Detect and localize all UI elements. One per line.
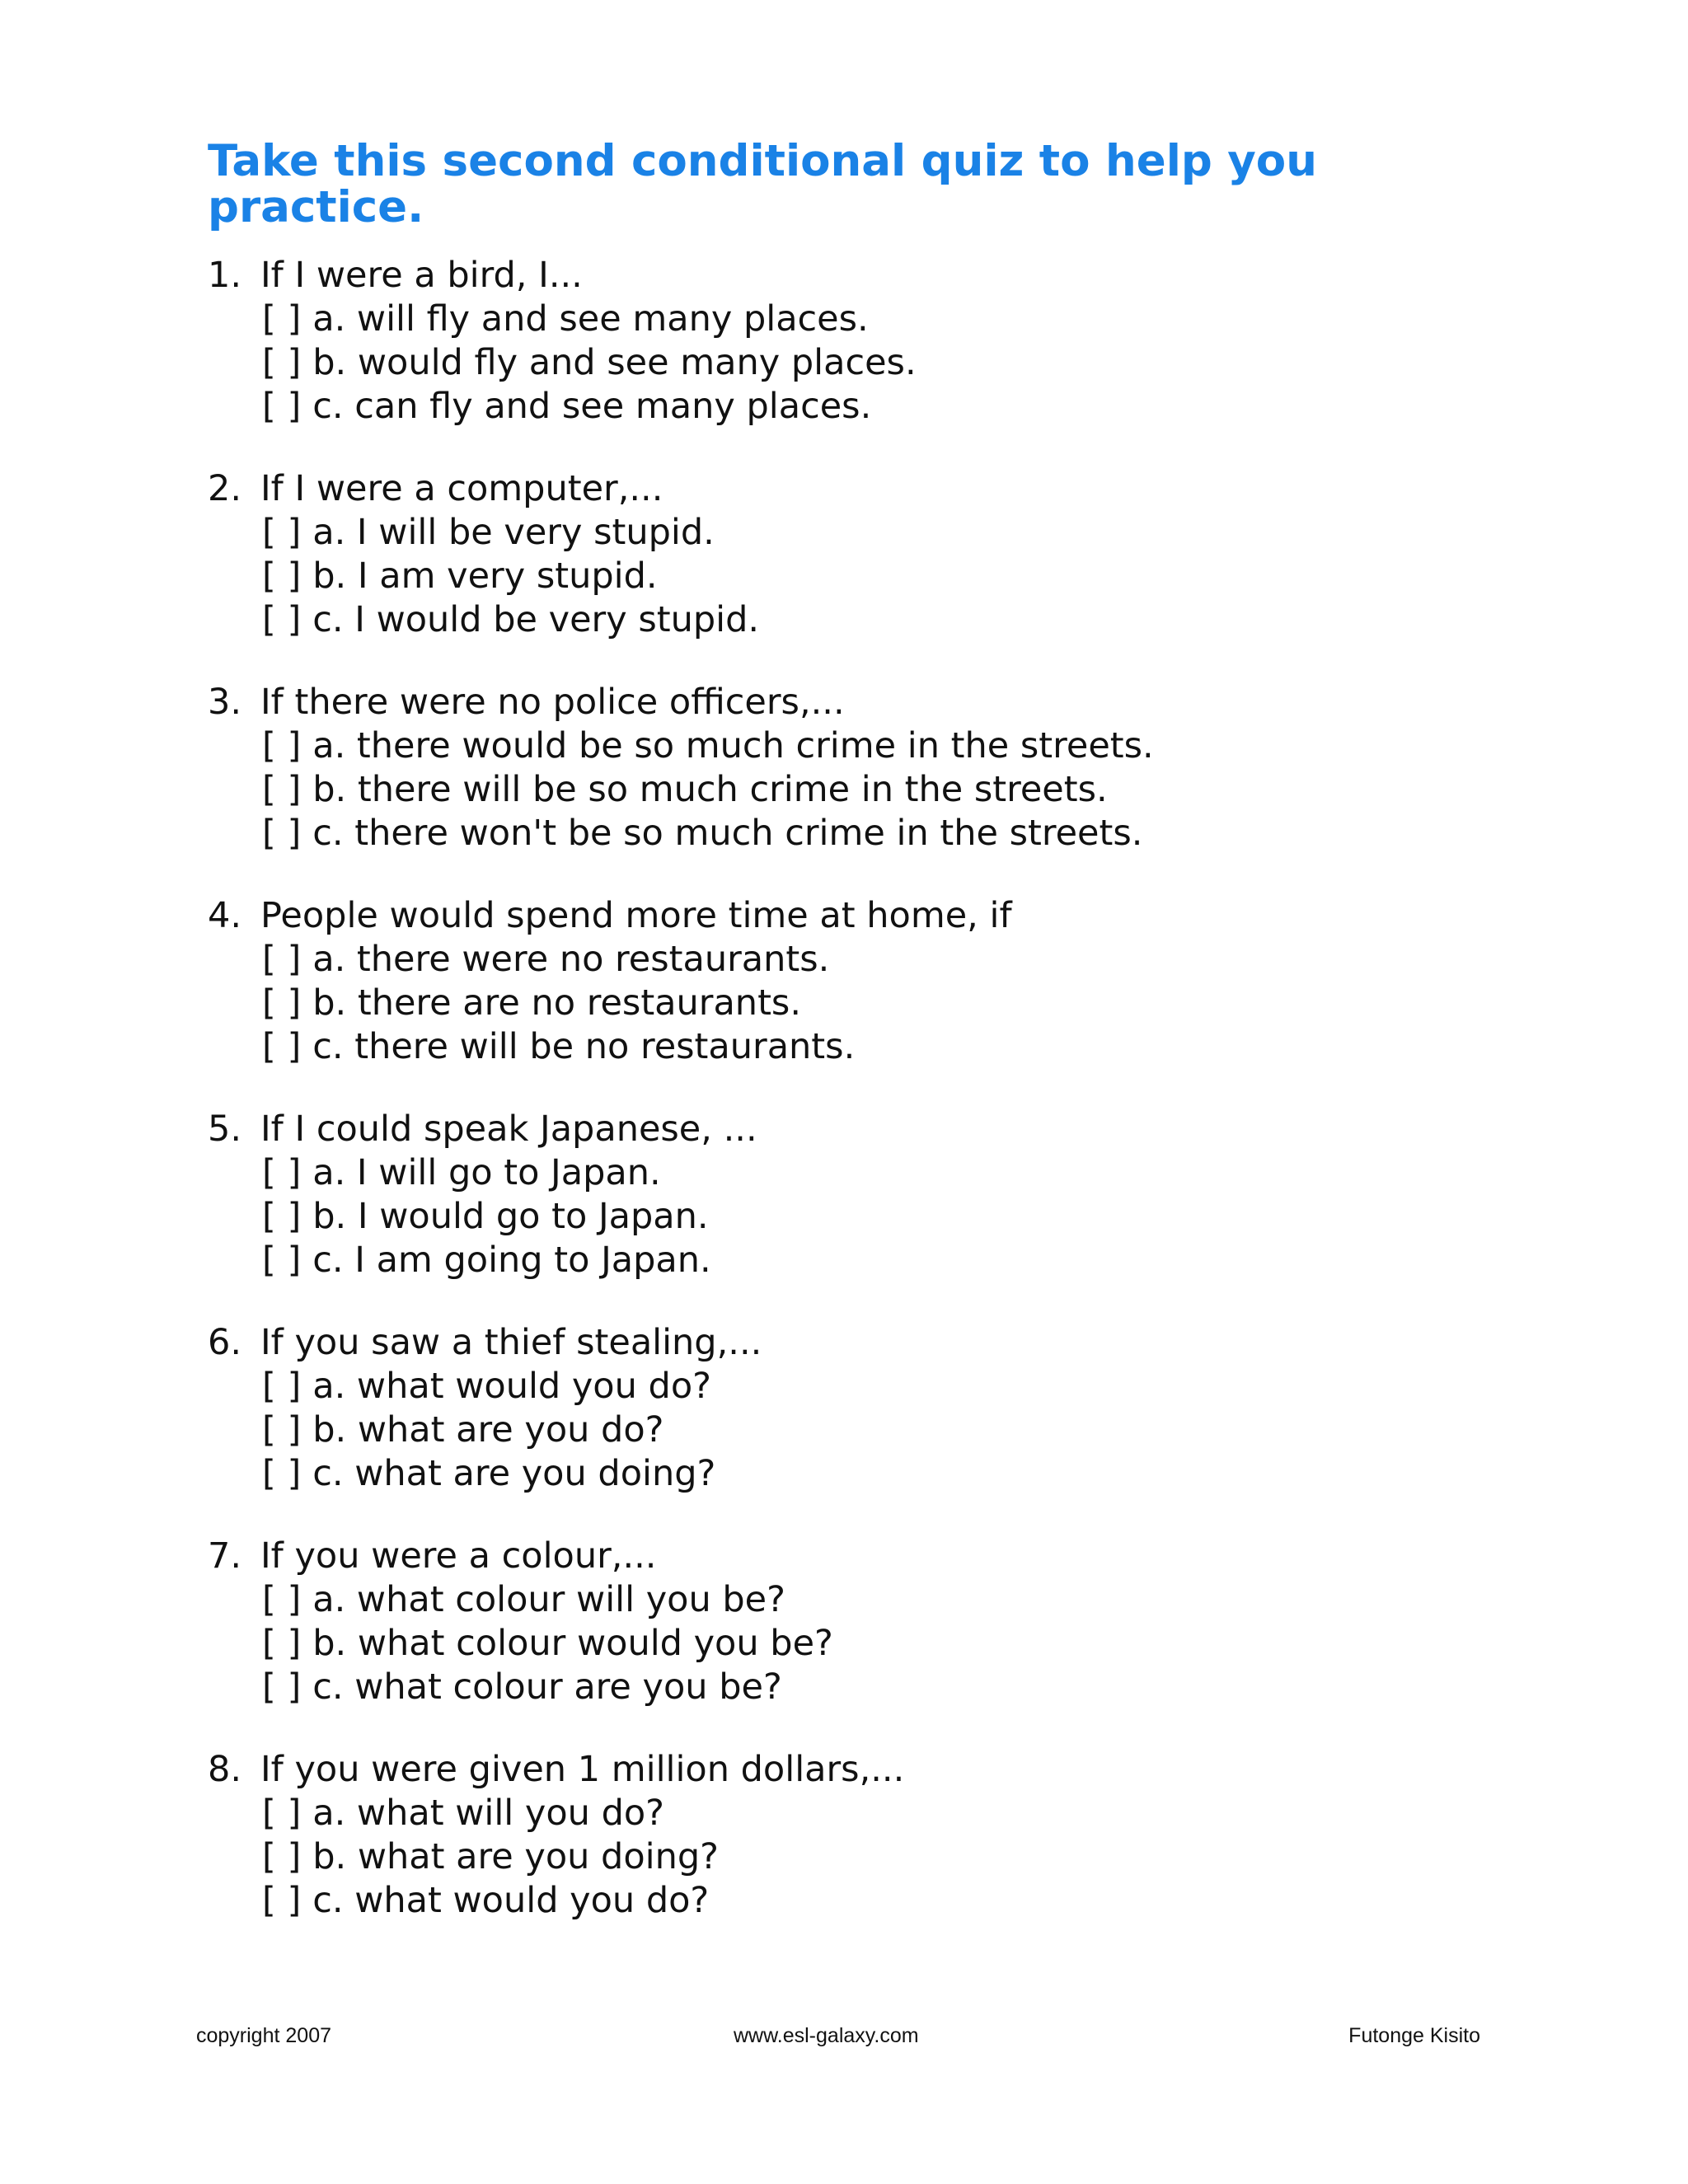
option-text: a. what would you do? [312,1366,711,1407]
option-7b[interactable] [262,1622,1526,1666]
option-text: a. what colour will you be? [312,1579,785,1620]
checkbox[interactable]: [ ] [262,982,302,1024]
option-text: a. I will be very stupid. [312,512,715,553]
question-stem: If I could speak Japanese, ... [260,1108,757,1150]
question-stem: If I were a computer,... [260,468,663,509]
option-text: c. what colour are you be? [312,1666,782,1708]
checkbox[interactable]: [ ] [262,1196,302,1237]
checkbox[interactable]: [ ] [262,1152,302,1193]
option-4b[interactable] [262,982,1526,1025]
option-text: c. I would be very stupid. [312,599,760,640]
option-text: b. what are you do? [312,1409,664,1451]
option-text: b. there will be so much crime in the streets. [312,769,1108,810]
option-7a[interactable] [262,1578,1526,1622]
option-5a[interactable] [262,1151,1526,1195]
option-7c[interactable] [262,1666,1526,1709]
question-number: 4. [208,895,242,936]
option-text: b. there are no restaurants. [312,982,801,1024]
option-text: b. I would go to Japan. [312,1196,709,1237]
checkbox[interactable]: [ ] [262,725,302,766]
checkbox[interactable]: [ ] [262,1793,302,1834]
option-2c[interactable] [262,598,1526,642]
checkbox[interactable]: [ ] [262,555,302,597]
option-2b[interactable] [262,555,1526,598]
checkbox[interactable]: [ ] [262,1880,302,1921]
option-text: c. what are you doing? [312,1453,716,1494]
page-title: Take this second conditional quiz to help you practice. [208,136,1317,232]
question-stem: If I were a bird, I... [260,255,583,296]
question-number: 2. [208,468,242,509]
checkbox[interactable]: [ ] [262,599,302,640]
option-text: b. would fly and see many places. [312,342,917,383]
option-5c[interactable] [262,1239,1526,1282]
question-stem: If there were no police officers,... [260,682,845,723]
option-8a[interactable] [262,1792,1526,1835]
option-text: c. there will be no restaurants. [312,1026,856,1067]
question-number: 7. [208,1535,242,1577]
checkbox[interactable]: [ ] [262,939,302,980]
checkbox[interactable]: [ ] [262,1366,302,1407]
option-6b[interactable] [262,1408,1526,1452]
checkbox[interactable]: [ ] [262,1836,302,1877]
option-text: c. there won't be so much crime in the streets. [312,813,1143,854]
question-1 [208,254,1526,429]
checkbox[interactable]: [ ] [262,512,302,553]
question-number: 3. [208,682,242,723]
option-text: c. I am going to Japan. [312,1240,711,1281]
question-stem: If you were given 1 million dollars,... [260,1749,905,1790]
option-3a[interactable] [262,724,1526,768]
footer-author: Futonge Kisito [1348,2024,1480,2047]
quiz-list [208,254,1526,1923]
checkbox[interactable]: [ ] [262,1579,302,1620]
option-3c[interactable] [262,812,1526,855]
option-1a[interactable] [262,298,1526,341]
question-stem: People would spend more time at home, if [260,895,1012,936]
option-text: a. there would be so much crime in the streets. [312,725,1154,766]
option-4a[interactable] [262,938,1526,982]
question-number: 8. [208,1749,242,1790]
footer-copyright: copyright 2007 [196,2024,332,2047]
option-text: b. what colour would you be? [312,1623,833,1664]
question-7 [208,1535,1526,1709]
option-4c[interactable] [262,1025,1526,1069]
question-2 [208,467,1526,642]
option-3b[interactable] [262,768,1526,812]
question-4 [208,894,1526,1069]
question-5 [208,1108,1526,1282]
option-text: c. what would you do? [312,1880,710,1921]
option-8c[interactable] [262,1879,1526,1923]
option-text: b. what are you doing? [312,1836,719,1877]
checkbox[interactable]: [ ] [262,1623,302,1664]
option-8b[interactable] [262,1835,1526,1879]
checkbox[interactable]: [ ] [262,1240,302,1281]
option-text: c. can fly and see many places. [312,386,872,427]
question-8 [208,1748,1526,1923]
checkbox[interactable]: [ ] [262,1026,302,1067]
checkbox[interactable]: [ ] [262,298,302,340]
option-5b[interactable] [262,1195,1526,1239]
option-text: b. I am very stupid. [312,555,658,597]
option-2a[interactable] [262,511,1526,555]
checkbox[interactable]: [ ] [262,386,302,427]
footer-website: www.esl-galaxy.com [734,2024,919,2047]
checkbox[interactable]: [ ] [262,813,302,854]
option-6a[interactable] [262,1365,1526,1408]
question-number: 1. [208,255,242,296]
checkbox[interactable]: [ ] [262,1453,302,1494]
option-text: a. will fly and see many places. [312,298,869,340]
question-6 [208,1321,1526,1496]
question-number: 6. [208,1322,242,1363]
question-number: 5. [208,1108,242,1150]
question-3 [208,681,1526,855]
option-1c[interactable] [262,385,1526,429]
option-text: a. there were no restaurants. [312,939,830,980]
checkbox[interactable]: [ ] [262,342,302,383]
option-1b[interactable] [262,341,1526,385]
question-stem: If you saw a thief stealing,... [260,1322,762,1363]
question-stem: If you were a colour,... [260,1535,657,1577]
option-6c[interactable] [262,1452,1526,1496]
option-text: a. what will you do? [312,1793,665,1834]
checkbox[interactable]: [ ] [262,1666,302,1708]
option-text: a. I will go to Japan. [312,1152,661,1193]
checkbox[interactable]: [ ] [262,769,302,810]
checkbox[interactable]: [ ] [262,1409,302,1451]
